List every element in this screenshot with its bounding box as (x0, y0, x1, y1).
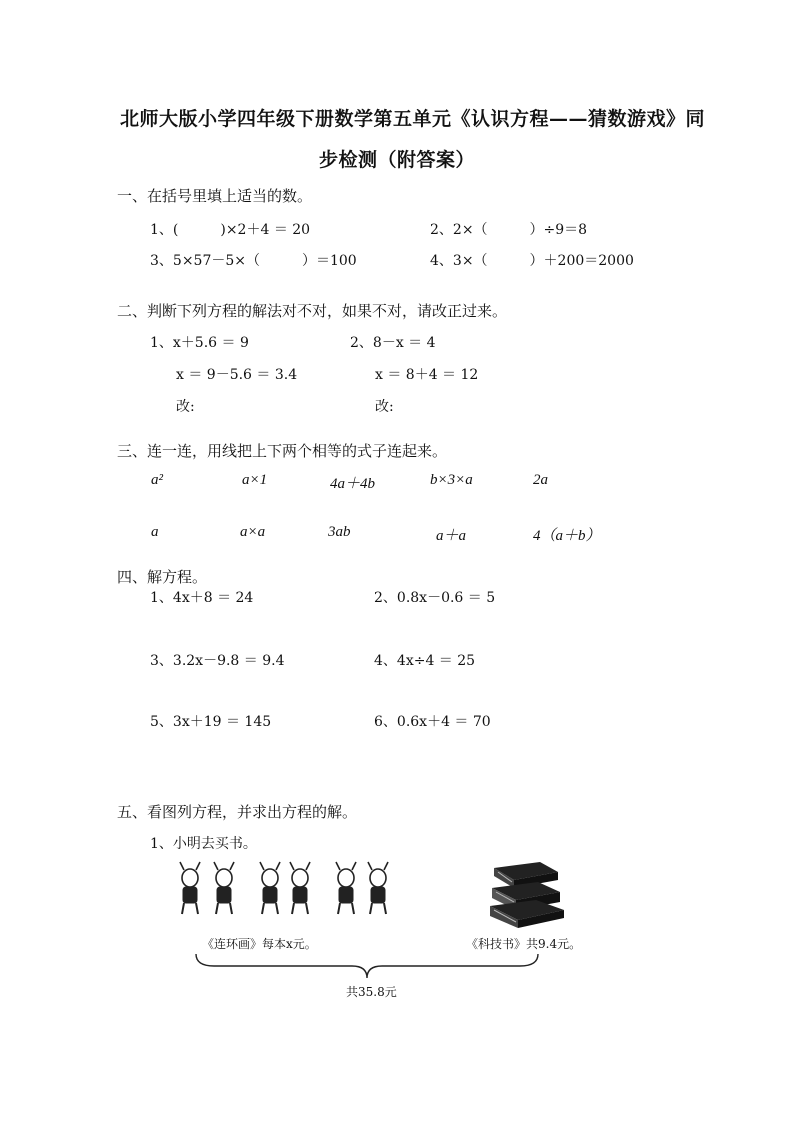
comic-figure-6 (368, 862, 388, 914)
section-1-heading: 一、在括号里填上适当的数。 (117, 187, 313, 205)
s3-bottom-4: a＋a (436, 528, 467, 544)
s4-item-5: 5、3x＋19 ＝ 145 (150, 714, 272, 730)
s4-item-4: 4、4x÷4 ＝ 25 (374, 653, 476, 669)
s2-p2-fix: 改: (375, 399, 394, 415)
section-4-heading: 四、解方程。 (117, 568, 208, 586)
caption-comic-books: 《连环画》每本x元。 (202, 937, 317, 951)
s2-p1-line2: x ＝ 9－5.6 ＝ 3.4 (176, 367, 298, 383)
total-brace (192, 952, 542, 982)
page-title-line2: 步检测（附答案） (319, 149, 476, 171)
caption-science-books: 《科技书》共9.4元。 (466, 937, 582, 951)
s1-item-3: 3、5×57－5×（ ）＝100 (150, 253, 357, 269)
s3-top-1: a² (151, 472, 163, 488)
comic-figure-4 (290, 862, 310, 914)
s3-bottom-3: 3ab (328, 524, 351, 540)
comic-figure-2 (214, 862, 234, 914)
book-stack-illustration (488, 858, 568, 930)
section-5-heading: 五、看图列方程，并求出方程的解。 (117, 803, 358, 821)
s3-top-2: a×1 (242, 472, 268, 488)
comic-figure-1 (180, 862, 200, 914)
page-title-line1: 北师大版小学四年级下册数学第五单元《认识方程——猜数游戏》同 (120, 108, 706, 130)
caption-total: 共35.8元 (346, 985, 397, 999)
s2-p1-line1: 1、x＋5.6 ＝ 9 (150, 335, 249, 351)
s3-top-4: b×3×a (430, 472, 473, 488)
s3-top-3: 4a＋4b (330, 476, 376, 492)
section-2-heading: 二、判断下列方程的解法对不对，如果不对，请改正过来。 (117, 302, 508, 320)
s4-item-6: 6、0.6x＋4 ＝ 70 (374, 714, 491, 730)
s3-bottom-1: a (151, 524, 159, 540)
s3-top-5: 2a (533, 472, 548, 488)
s4-item-3: 3、3.2x－9.8 ＝ 9.4 (150, 653, 285, 669)
s1-item-2: 2、2×（ ）÷9＝8 (430, 222, 588, 238)
s5-subheading: 1、小明去买书。 (150, 836, 257, 852)
s2-p1-fix: 改: (176, 399, 195, 415)
s2-p2-line1: 2、8－x ＝ 4 (350, 335, 436, 351)
s4-item-2: 2、0.8x－0.6 ＝ 5 (374, 590, 496, 606)
s3-bottom-2: a×a (240, 524, 266, 540)
comic-figures-illustration (176, 860, 396, 916)
section-3-heading: 三、连一连，用线把上下两个相等的式子连起来。 (117, 442, 448, 460)
s1-item-1: 1、( )×2＋4 ＝ 20 (150, 222, 311, 238)
s3-bottom-5: 4（a＋b） (533, 528, 601, 544)
s2-p2-line2: x ＝ 8＋4 ＝ 12 (375, 367, 479, 383)
s4-item-1: 1、4x＋8 ＝ 24 (150, 590, 254, 606)
comic-figure-5 (336, 862, 356, 914)
s1-item-4: 4、3×（ ）＋200＝2000 (430, 253, 634, 269)
comic-figure-3 (260, 862, 280, 914)
